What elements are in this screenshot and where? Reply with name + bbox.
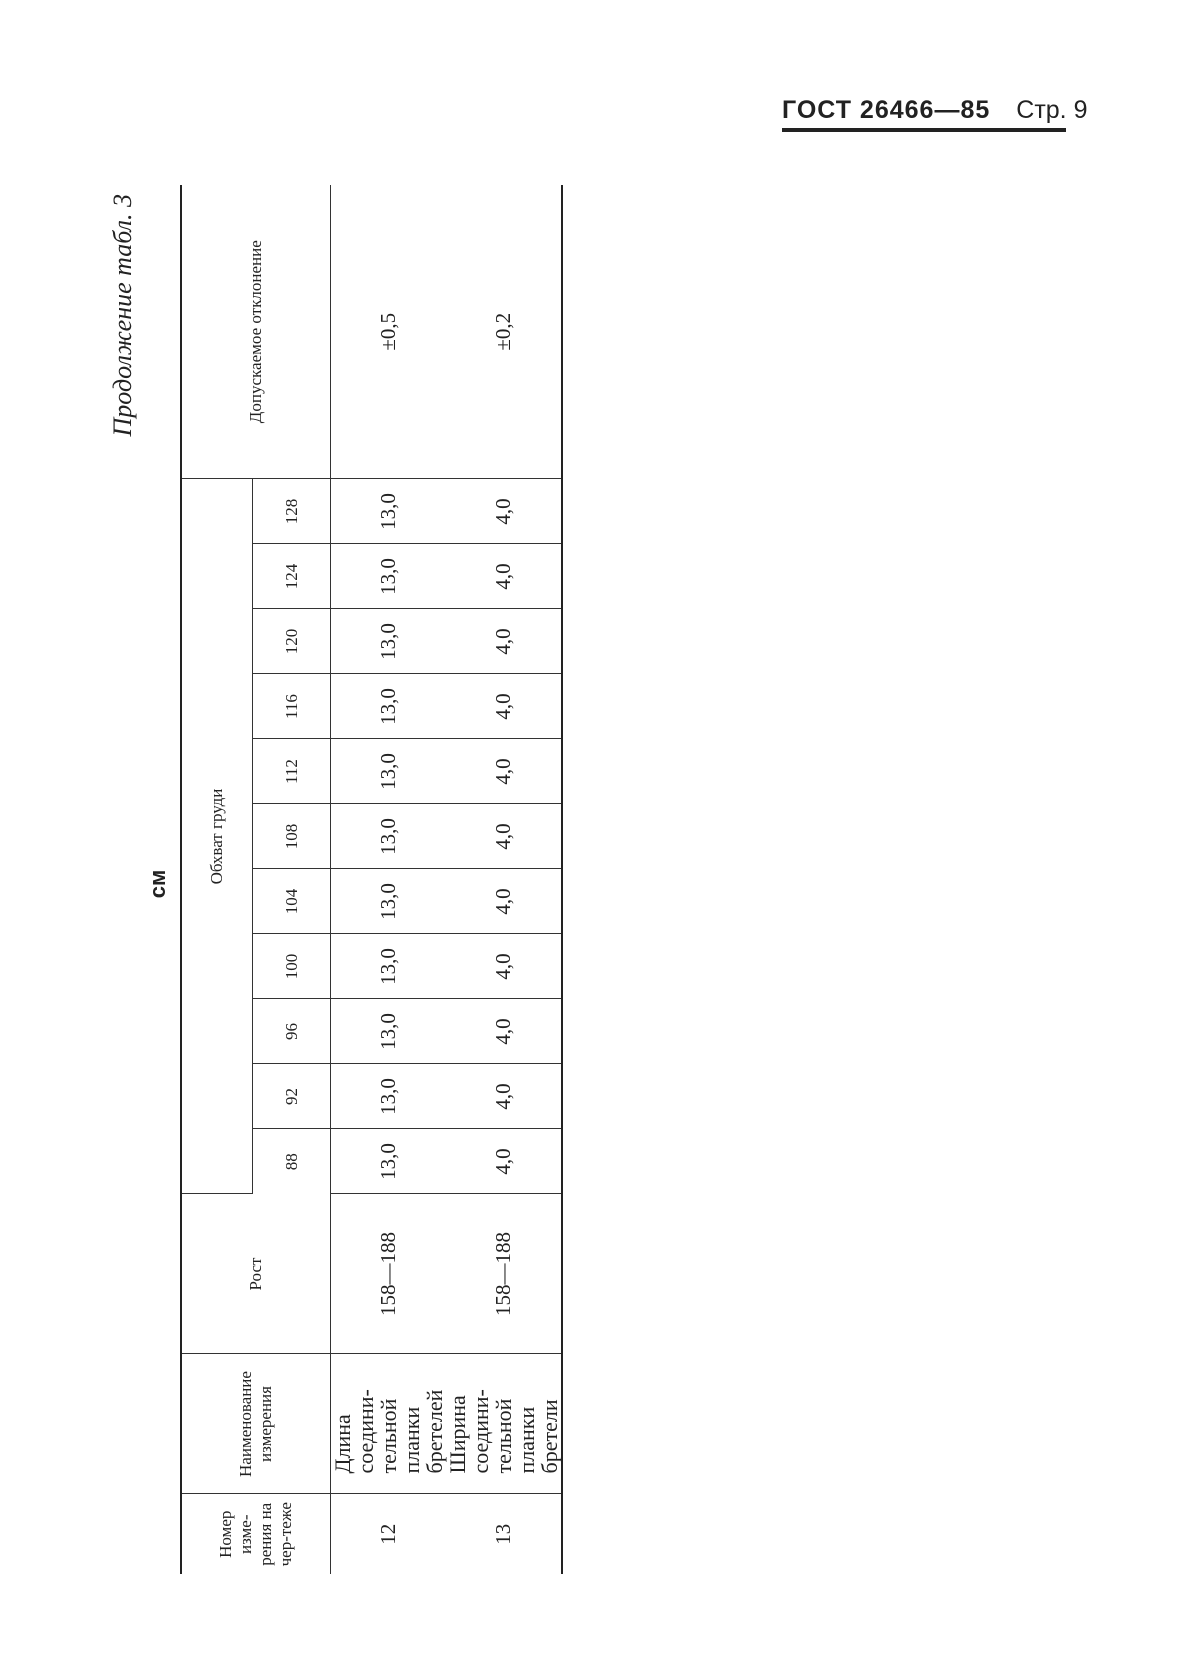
standard-number: ГОСТ 26466—85 xyxy=(782,96,991,124)
row-value: 13,0 xyxy=(331,1129,447,1194)
row-height: 158—188 xyxy=(446,1194,562,1354)
size-header: 96 xyxy=(253,999,331,1064)
row-value: 13,0 xyxy=(331,1064,447,1129)
row-value: 4,0 xyxy=(446,999,562,1064)
size-header: 112 xyxy=(253,739,331,804)
row-value: 13,0 xyxy=(331,739,447,804)
row-value: 4,0 xyxy=(446,1129,562,1194)
size-header: 92 xyxy=(253,1064,331,1129)
header-name: Наименование измерения xyxy=(181,1354,331,1494)
row-value: 13,0 xyxy=(331,869,447,934)
row-name: Длина соедини-тельной планки бретелей xyxy=(331,1354,447,1494)
row-number: 13 xyxy=(446,1494,562,1574)
table-caption: Продолжение табл. 3 xyxy=(108,194,137,437)
size-header: 124 xyxy=(253,544,331,609)
size-header: 128 xyxy=(253,479,331,544)
page-header xyxy=(782,96,1088,132)
size-header: 108 xyxy=(253,804,331,869)
header-number: Номер изме-рения на чер-теже xyxy=(181,1494,331,1574)
row-number: 12 xyxy=(376,1523,400,1545)
row-height: 158—188 xyxy=(331,1194,447,1354)
size-header: 116 xyxy=(253,674,331,739)
row-value: 13,0 xyxy=(331,544,447,609)
row-value: 4,0 xyxy=(446,869,562,934)
row-value: 13,0 xyxy=(331,674,447,739)
table-row xyxy=(331,185,447,1574)
header-height: Рост xyxy=(181,1194,331,1354)
row-value: 13,0 xyxy=(331,804,447,869)
row-value: 13,0 xyxy=(331,934,447,999)
row-name: Ширина соедини-тельной планки бретели xyxy=(446,1354,562,1494)
row-value: 4,0 xyxy=(446,544,562,609)
row-value: 4,0 xyxy=(446,804,562,869)
size-header: 88 xyxy=(253,1129,331,1194)
size-header: 100 xyxy=(253,934,331,999)
row-value: 13,0 xyxy=(331,479,447,544)
row-tolerance: ±0,2 xyxy=(446,185,562,479)
row-value: 4,0 xyxy=(446,1064,562,1129)
table-row xyxy=(446,185,562,1574)
row-value: 13,0 xyxy=(331,999,447,1064)
header-chest-girth: Обхват груди xyxy=(181,479,253,1194)
row-value: 13,0 xyxy=(331,609,447,674)
row-value: 4,0 xyxy=(446,934,562,999)
header-tolerance: Допускаемое отклонение xyxy=(181,185,331,479)
row-value: 4,0 xyxy=(446,739,562,804)
size-header: 120 xyxy=(253,609,331,674)
row-value: 4,0 xyxy=(446,674,562,739)
size-header: 104 xyxy=(253,869,331,934)
row-value: 4,0 xyxy=(446,609,562,674)
row-tolerance: ±0,5 xyxy=(331,185,447,479)
row-value: 4,0 xyxy=(446,479,562,544)
unit-label: см xyxy=(145,869,170,899)
page-number: Стр. 9 xyxy=(1016,96,1088,124)
rotated-table-block xyxy=(108,185,562,1574)
measurement-table xyxy=(180,185,563,1574)
